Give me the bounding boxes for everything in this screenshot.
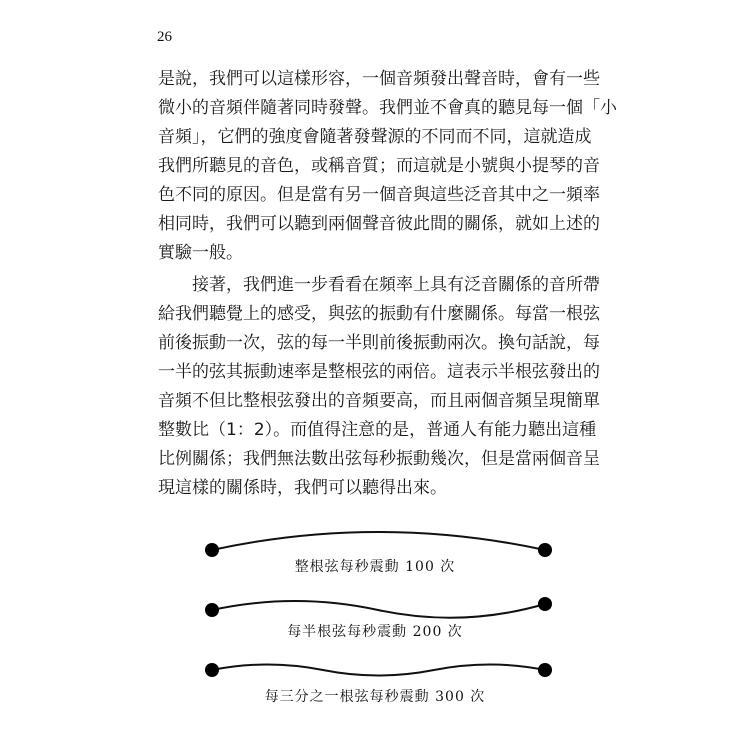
text-line: 相同時，我們可以聽到兩個聲音彼此間的關係，就如上述的 [158, 214, 600, 234]
text-line: 一半的弦其振動速率是整根弦的兩倍。這表示半根弦發出的 [158, 362, 600, 382]
text-line: 微小的音頻伴隨著同時發聲。我們並不會真的聽見每一個「小 [158, 98, 617, 118]
string-vibration-figure [0, 520, 750, 750]
whole-string-curve [212, 532, 545, 550]
text-line: 接著，我們進一步看看在頻率上具有泛音關係的音所帶 [158, 275, 600, 295]
text-line: 音頻」，它們的強度會隨著發聲源的不同而不同，這就造成 [158, 127, 592, 147]
string-anchor-left [205, 603, 219, 617]
figure-caption-whole: 整根弦每秒震動 100 次 [294, 559, 456, 575]
figure-caption-third: 每三分之一根弦每秒震動 300 次 [264, 689, 486, 705]
string-anchor-left [205, 663, 219, 677]
text-line: 給我們聽覺上的感受，與弦的振動有什麼關係。每當一根弦 [158, 304, 600, 324]
paragraph-1 [158, 65, 617, 268]
text-line: 整數比（1：2）。而值得注意的是，普通人有能力聽出這種 [158, 420, 597, 440]
text-line: 比例關係；我們無法數出弦每秒振動幾次，但是當兩個音呈 [158, 449, 600, 469]
text-line: 色不同的原因。但是當有另一個音與這些泛音其中之一頻率 [158, 185, 600, 205]
page-number: 26 [157, 29, 172, 45]
third-string-curve [212, 665, 545, 676]
text-line: 是說，我們可以這樣形容，一個音頻發出聲音時，會有一些 [158, 69, 600, 89]
text-line: 實驗一般。 [158, 243, 243, 263]
text-line: 現這樣的關係時，我們可以聽得出來。 [158, 478, 447, 498]
string-anchor-right [538, 663, 552, 677]
text-line: 音頻不但比整根弦發出的音頻要高，而且兩個音頻呈現簡單 [158, 391, 600, 411]
string-anchor-left [205, 543, 219, 557]
text-line: 前後振動一次，弦的每一半則前後振動兩次。換句話說，每 [158, 333, 600, 353]
string-anchor-right [538, 597, 552, 611]
half-string-curve [212, 601, 545, 618]
paragraph-2 [158, 271, 600, 503]
text-line: 我們所聽見的音色，或稱音質；而這就是小號與小提琴的音 [158, 156, 600, 176]
string-anchor-right [538, 543, 552, 557]
figure-caption-half: 每半根弦每秒震動 200 次 [287, 624, 463, 640]
